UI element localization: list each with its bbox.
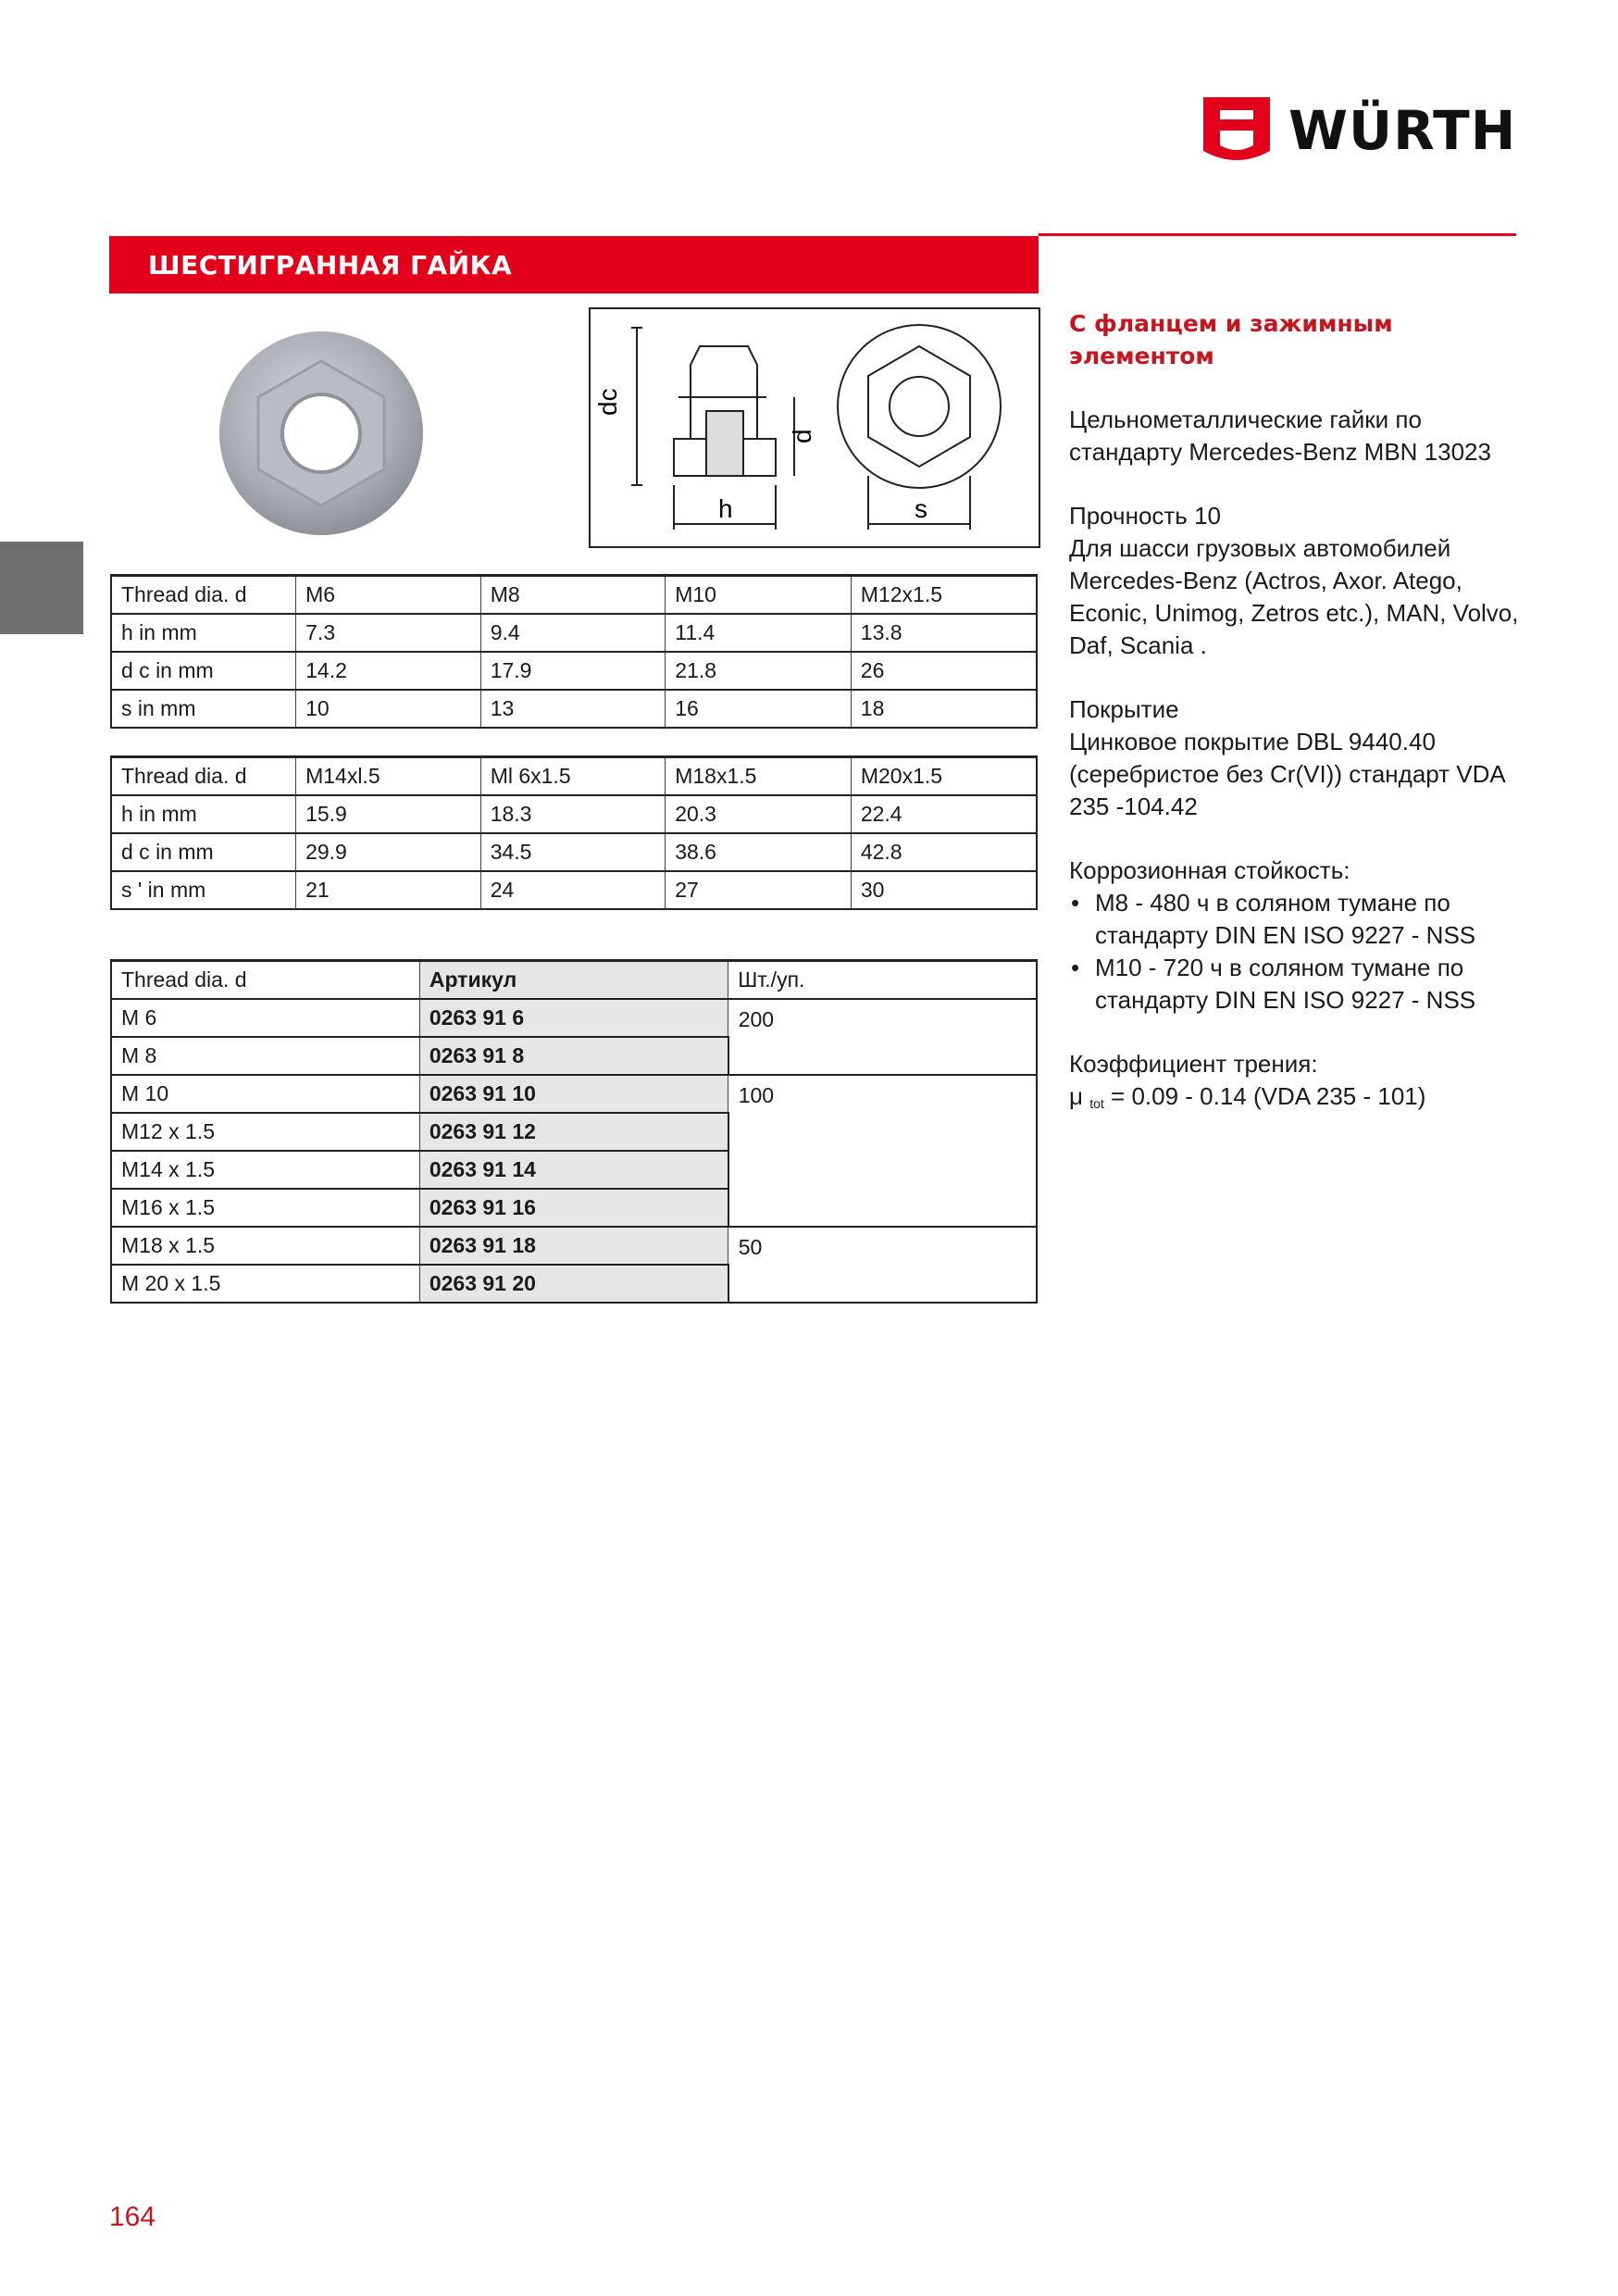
table-cell: 30	[851, 871, 1037, 909]
table-cell: 29.9	[296, 833, 481, 871]
table-cell: 13	[480, 690, 666, 728]
friction-subscript: tot	[1089, 1096, 1104, 1111]
article-cell: 0263 91 6	[419, 999, 728, 1037]
article-cell: 0263 91 18	[419, 1227, 728, 1265]
article-cell: 0263 91 16	[419, 1189, 728, 1227]
product-description	[1069, 307, 1532, 1120]
table-cell: 21	[296, 871, 481, 909]
section-title: ШЕСТИГРАННАЯ ГАЙКА	[148, 250, 513, 281]
table-cell: 13.8	[851, 614, 1037, 652]
table-cell: 16	[666, 690, 852, 728]
size-cell: M18 x 1.5	[111, 1227, 419, 1265]
table-cell: h in mm	[111, 795, 296, 833]
article-cell: 0263 91 12	[419, 1113, 728, 1151]
table-cell: 17.9	[480, 652, 666, 690]
product-photo	[213, 324, 430, 542]
table-cell: M6	[296, 576, 481, 615]
table-cell: h in mm	[111, 614, 296, 652]
drawing-label-h: h	[718, 494, 733, 523]
size-cell: M 20 x 1.5	[111, 1265, 419, 1303]
article-cell: 0263 91 8	[419, 1037, 728, 1075]
article-cell: 0263 91 10	[419, 1075, 728, 1113]
table-cell: 27	[666, 871, 852, 909]
size-cell: M 8	[111, 1037, 419, 1075]
table-cell: M12x1.5	[851, 576, 1037, 615]
table-cell: M10	[666, 576, 852, 615]
dimensions-table-1	[110, 574, 1038, 729]
table-row	[111, 1075, 1037, 1113]
table-cell: M14xl.5	[296, 757, 481, 796]
table-cell: 9.4	[480, 614, 666, 652]
table-cell: M18x1.5	[666, 757, 852, 796]
table-cell: Ml 6x1.5	[480, 757, 666, 796]
drawing-label-s: s	[915, 494, 927, 523]
pack-cell: 200	[728, 999, 1037, 1075]
page-number: 164	[109, 2202, 156, 2232]
column-header-size: Thread dia. d	[111, 961, 419, 1000]
table-cell: s ' in mm	[111, 871, 296, 909]
table-cell: Thread dia. d	[111, 576, 296, 615]
table-row	[111, 652, 1037, 690]
column-header-article: Артикул	[419, 961, 728, 1000]
table-row	[111, 871, 1037, 909]
section-banner	[109, 236, 1039, 293]
table-cell: 26	[851, 652, 1037, 690]
table-cell: 42.8	[851, 833, 1037, 871]
coating-text: Цинковое покрытие DBL 9440.40 (серебристое без Cr(VI)) стандарт VDA 235 -104.42	[1069, 728, 1505, 820]
strength-title: Прочность 10	[1069, 502, 1221, 530]
table-row	[111, 999, 1037, 1037]
table-cell: 18	[851, 690, 1037, 728]
table-row	[111, 757, 1037, 796]
article-cell: 0263 91 14	[419, 1151, 728, 1189]
table-row	[111, 795, 1037, 833]
table-cell: 10	[296, 690, 481, 728]
table-cell: 38.6	[666, 833, 852, 871]
size-cell: M 10	[111, 1075, 419, 1113]
table-cell: M20x1.5	[851, 757, 1037, 796]
friction-value: = 0.09 - 0.14 (VDA 235 - 101)	[1111, 1082, 1426, 1110]
table-cell: 11.4	[666, 614, 852, 652]
table-cell: d c in mm	[111, 652, 296, 690]
pack-cell: 50	[728, 1227, 1037, 1303]
coating-block	[1069, 693, 1532, 823]
strength-text: Для шасси грузовых автомобилей Mercedes-Benz (Actros, Axor. Atego, Econic, Unimog, Zetros etc.), MAN, Volvo, Daf, Scania .	[1069, 534, 1519, 659]
column-header-pack: Шт./уп.	[728, 961, 1037, 1000]
size-cell: M14 x 1.5	[111, 1151, 419, 1189]
table-cell: d c in mm	[111, 833, 296, 871]
side-tab-marker	[0, 542, 83, 634]
size-cell: M 6	[111, 999, 419, 1037]
intro-text: Цельнометаллические гайки по стандарту Mercedes-Benz MBN 13023	[1069, 406, 1491, 466]
table-cell: 18.3	[480, 795, 666, 833]
list-item: • М10 - 720 ч в соляном тумане по стандарту DIN EN ISO 9227 - NSS	[1069, 952, 1532, 1017]
friction-title: Коэффициент трения:	[1069, 1050, 1318, 1078]
dimensions-table-2	[110, 755, 1038, 910]
list-item: • М8 - 480 ч в соляном тумане по стандарту DIN EN ISO 9227 - NSS	[1069, 887, 1532, 952]
corrosion-list	[1069, 887, 1532, 1017]
table-cell: 24	[480, 871, 666, 909]
friction-mu: μ	[1069, 1082, 1083, 1110]
technical-drawing	[589, 307, 1040, 548]
corrosion-title: Коррозионная стойкость:	[1069, 856, 1350, 884]
brand-name: WÜRTH	[1288, 99, 1517, 162]
table-cell: 22.4	[851, 795, 1037, 833]
drawing-label-d: d	[788, 429, 816, 443]
table-row	[111, 690, 1037, 728]
table-cell: M8	[480, 576, 666, 615]
table-cell: 15.9	[296, 795, 481, 833]
header-rule	[1039, 233, 1516, 236]
table-cell: Thread dia. d	[111, 757, 296, 796]
size-cell: M12 x 1.5	[111, 1113, 419, 1151]
coating-title: Покрытие	[1069, 695, 1179, 723]
table-cell: s in mm	[111, 690, 296, 728]
table-cell: 34.5	[480, 833, 666, 871]
drawing-label-dc: dc	[593, 388, 622, 416]
product-subtitle: С фланцем и зажимным элементом	[1069, 310, 1393, 369]
table-cell: 20.3	[666, 795, 852, 833]
table-row	[111, 614, 1037, 652]
table-row	[111, 1227, 1037, 1265]
pack-cell: 100	[728, 1075, 1037, 1227]
table-cell: 7.3	[296, 614, 481, 652]
friction-value-line	[1069, 1080, 1532, 1120]
table-row	[111, 833, 1037, 871]
article-cell: 0263 91 20	[419, 1265, 728, 1303]
order-table	[110, 959, 1038, 1304]
table-cell: 14.2	[296, 652, 481, 690]
wurth-logo-icon	[1203, 97, 1270, 164]
brand-logo	[1203, 97, 1523, 164]
table-row	[111, 576, 1037, 615]
size-cell: M16 x 1.5	[111, 1189, 419, 1227]
table-header-row	[111, 961, 1037, 1000]
strength-block	[1069, 500, 1532, 662]
table-cell: 21.8	[666, 652, 852, 690]
